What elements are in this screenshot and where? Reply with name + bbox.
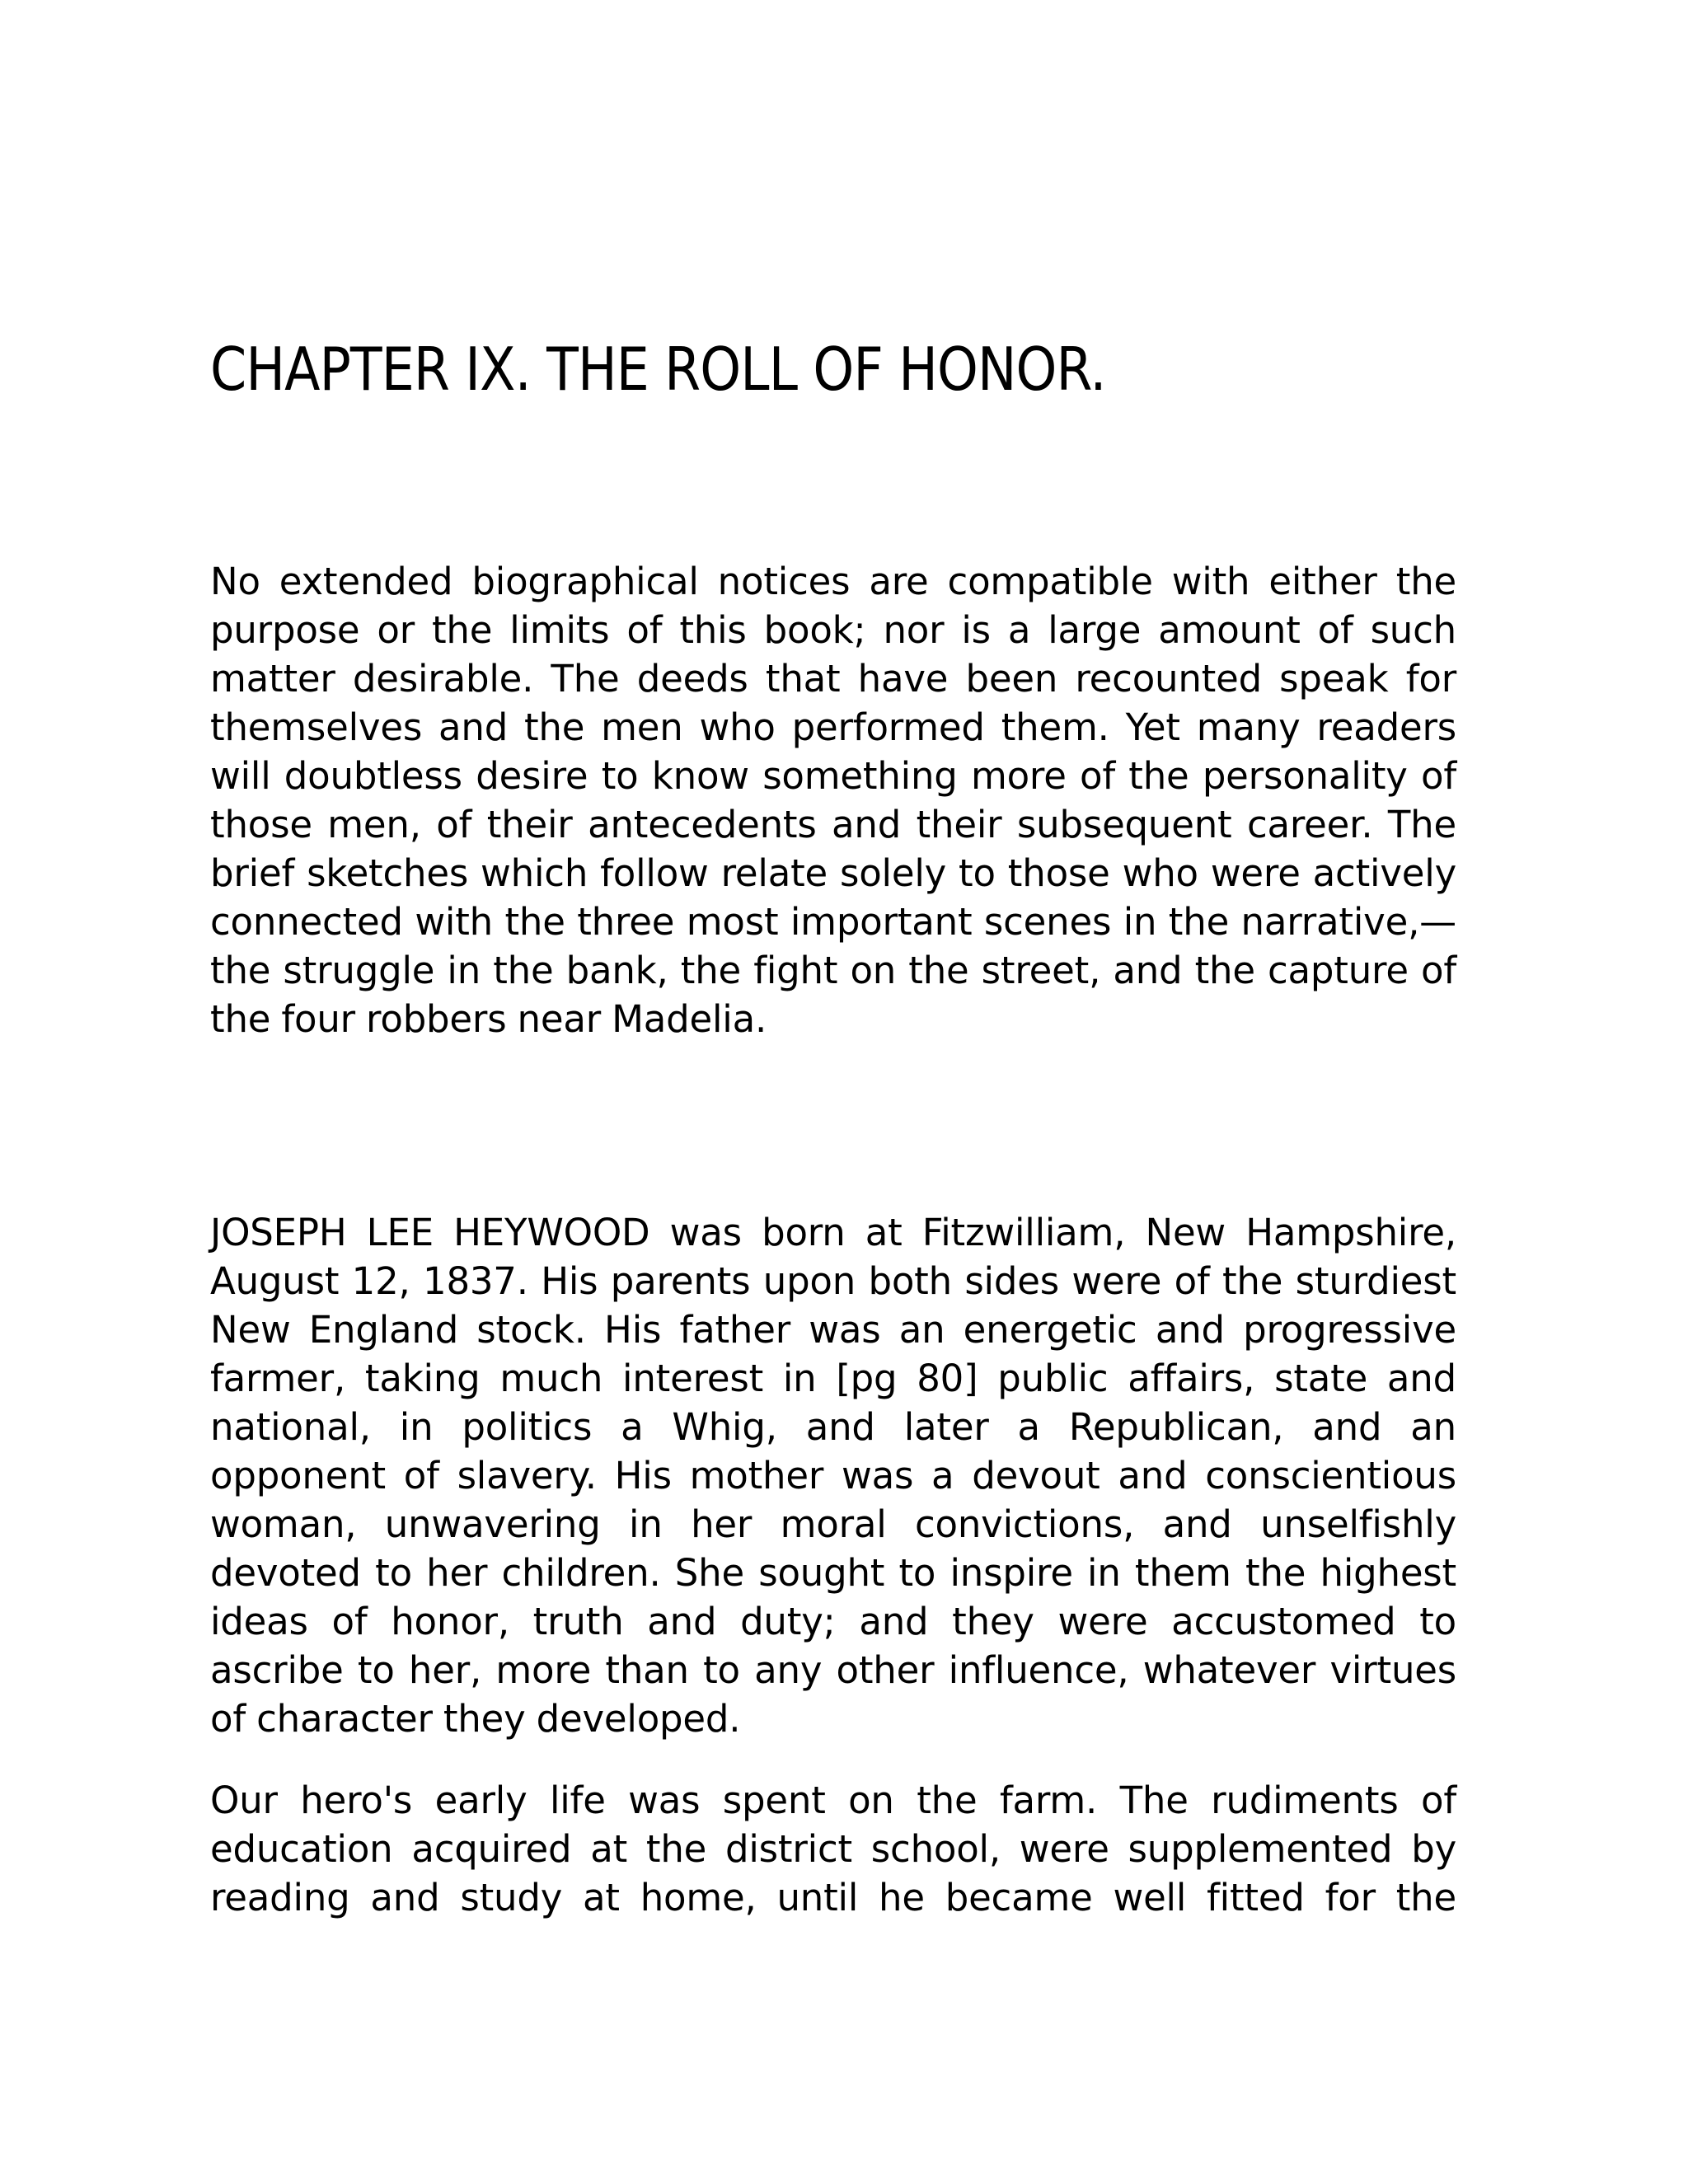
paragraph-early-life: Our hero's early life was spent on the farm. The rudiments of education acquired at the district school, were supplemented by reading and study at home, until he became well fitted for the	[210, 1779, 1456, 1919]
paragraph-intro: No extended biographical notices are compatible with either the purpose or the limits of this book; nor is a large amount of such matter desirable. The deeds that have been recounted speak for themselves and the men who performed them. Yet many readers will doubtless desire to know something more of the personality of those men, of their antecedents and their subsequent career. The brief sketches which follow relate solely to those who were actively connected with the three most important scenes in the narrative,— the struggle in the bank, the fight on the street, and the capture of the four robbers near Madelia.	[210, 560, 1456, 1041]
chapter-title: CHAPTER IX. THE ROLL OF HONOR.	[210, 335, 1106, 404]
book-page	[210, 0, 1456, 2184]
paragraph-heywood-biography: JOSEPH LEE HEYWOOD was born at Fitzwilliam, New Hampshire, August 12, 1837. His parents upon both sides were of the sturdiest New England stock. His father was an energetic and progressive farmer, taking much interest in [pg 80] public affairs, state and national, in politics a Whig, and later a Republican, and an opponent of slavery. His mother was a devout and conscientious woman, unwavering in her moral convictions, and unselfishly devoted to her children. She sought to inspire in them the highest ideas of honor, truth and duty; and they were accustomed to ascribe to her, more than to any other influence, whatever virtues of character they developed.	[210, 1211, 1456, 1741]
